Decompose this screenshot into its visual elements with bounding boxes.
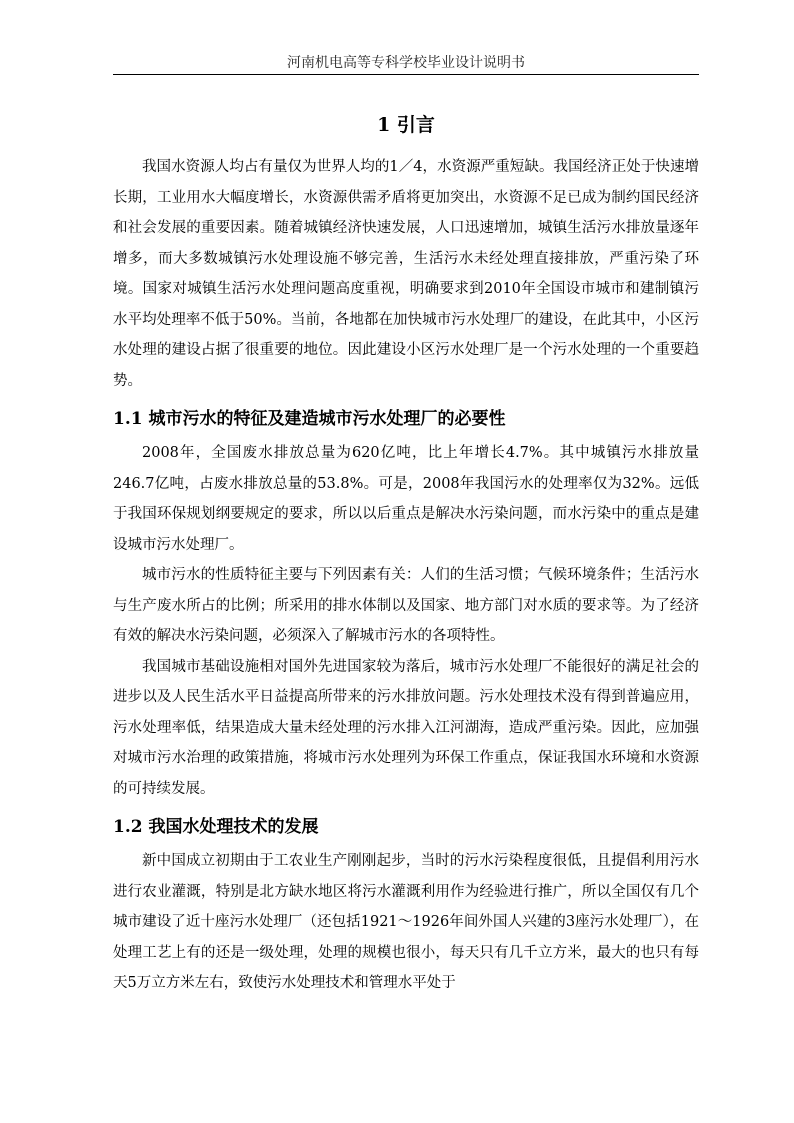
page-header (113, 52, 699, 75)
section-1-1-paragraph-2: 城市污水的性质特征主要与下列因素有关：人们的生活习惯；气候环境条件；生活污水与生产废水所占的比例；所采用的排水体制以及国家、地方部门对水质的要求等。为了经济有效的解决水污染问题，必须深入了解城市污水的各项特性。 (113, 567, 699, 644)
section-1-1-heading: 1.1 城市污水的特征及建造城市污水处理厂的必要性 (113, 409, 506, 429)
document-body (113, 110, 699, 999)
section-1-1-paragraph-1: 2008年，全国废水排放总量为620亿吨，比上年增长4.7%。其中城镇污水排放量246.7亿吨，占废水排放总量的53.8%。可是，2008年我国污水的处理率仅为32%。远低于我国环保规划纲要规定的要求，所以以后重点是解决水污染问题，而水污染中的重点是建设城市污水处理厂。 (113, 445, 699, 553)
section-1-1-paragraph-3: 我国城市基础设施相对国外先进国家较为落后，城市污水处理厂不能很好的满足社会的进步以及人民生活水平日益提高所带来的污水排放问题。污水处理技术没有得到普遍应用，污水处理率低，结果造成大量未经处理的污水排入江河湖海，造成严重污染。因此，应加强对城市污水治理的政策措施，将城市污水处理列为环保工作重点，保证我国水环境和水资源的可持续发展。 (113, 658, 699, 797)
chapter-title: 1 引言 (377, 114, 435, 136)
header-title: 河南机电高等专科学校毕业设计说明书 (287, 55, 525, 71)
intro-paragraph: 我国水资源人均占有量仅为世界人均的1／4，水资源严重短缺。我国经济正处于快速增长期，工业用水大幅度增长，水资源供需矛盾将更加突出，水资源不足已成为制约国民经济和社会发展的重要因素。随着城镇经济快速发展，人口迅速增加，城镇生活污水排放量逐年增多，而大多数城镇污水处理设施不够完善，生活污水未经处理直接排放，严重污染了环境。国家对城镇生活污水处理问题高度重视，明确要求到2010年全国设市城市和建制镇污水平均处理率不低于50%。当前，各地都在加快城市污水处理厂的建设，在此其中，小区污水处理的建设占据了很重要的地位。因此建设小区污水处理厂是一个污水处理的一个重要趋势。 (113, 159, 699, 389)
section-1-2-heading: 1.2 我国水处理技术的发展 (113, 817, 319, 837)
section-1-2-paragraph-1: 新中国成立初期由于工农业生产刚刚起步，当时的污水污染程度很低，且提倡利用污水进行农业灌溉，特别是北方缺水地区将污水灌溉利用作为经验进行推广，所以全国仅有几个城市建设了近十座污水处理厂（还包括1921～1926年间外国人兴建的3座污水处理厂），在处理工艺上有的还是一级处理，处理的规模也很小，每天只有几千立方米，最大的也只有每天5万立方米左右，致使污水处理技术和管理水平处于 (113, 853, 699, 991)
